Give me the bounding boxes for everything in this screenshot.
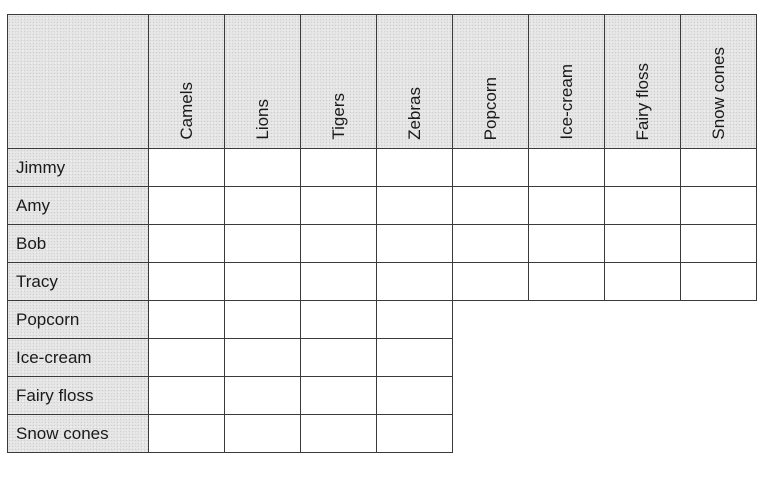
grid-cell-popcorn-camels[interactable] xyxy=(148,300,225,339)
person-row-header-jimmy xyxy=(7,148,149,187)
grid-cell-bob-zebras[interactable] xyxy=(376,224,453,263)
column-header-label: Lions xyxy=(252,99,272,140)
grid-cell-bob-camels[interactable] xyxy=(148,224,225,263)
column-header-fairy-floss xyxy=(604,14,681,149)
column-header-zebras xyxy=(376,14,453,149)
column-header-label: Tigers xyxy=(328,93,348,140)
grid-cell-jimmy-ice-cream[interactable] xyxy=(528,148,605,187)
grid-cell-bob-ice-cream[interactable] xyxy=(528,224,605,263)
grid-cell-ice-cream-tigers[interactable] xyxy=(300,338,377,377)
column-header-label: Fairy floss xyxy=(632,62,652,140)
row-header-label: Bob xyxy=(16,233,47,253)
grid-cell-snow-cones-camels[interactable] xyxy=(148,414,225,453)
corner-cell xyxy=(7,14,149,149)
grid-cell-jimmy-zebras[interactable] xyxy=(376,148,453,187)
grid-cell-fairy-floss-zebras[interactable] xyxy=(376,376,453,415)
grid-cell-amy-popcorn[interactable] xyxy=(452,186,529,225)
grid-cell-amy-fairy-floss[interactable] xyxy=(604,186,681,225)
column-header-tigers xyxy=(300,14,377,149)
row-header-label: Ice-cream xyxy=(16,347,92,367)
column-header-label: Camels xyxy=(176,82,196,140)
grid-cell-jimmy-popcorn[interactable] xyxy=(452,148,529,187)
person-row-header-tracy xyxy=(7,262,149,301)
person-row-header-amy xyxy=(7,186,149,225)
grid-cell-tracy-zebras[interactable] xyxy=(376,262,453,301)
treat-row-header-snow-cones xyxy=(7,414,149,453)
grid-cell-tracy-lions[interactable] xyxy=(224,262,301,301)
grid-cell-ice-cream-camels[interactable] xyxy=(148,338,225,377)
grid-cell-popcorn-lions[interactable] xyxy=(224,300,301,339)
grid-cell-amy-snow-cones[interactable] xyxy=(680,186,757,225)
logic-puzzle-grid xyxy=(7,14,757,452)
grid-cell-jimmy-fairy-floss[interactable] xyxy=(604,148,681,187)
row-header-label: Jimmy xyxy=(16,157,66,177)
grid-cell-tracy-tigers[interactable] xyxy=(300,262,377,301)
column-header-label: Zebras xyxy=(404,87,424,140)
column-header-lions xyxy=(224,14,301,149)
grid-cell-amy-tigers[interactable] xyxy=(300,186,377,225)
grid-cell-jimmy-snow-cones[interactable] xyxy=(680,148,757,187)
column-header-label: Popcorn xyxy=(480,76,500,140)
treat-row-header-fairy-floss xyxy=(7,376,149,415)
grid-cell-tracy-camels[interactable] xyxy=(148,262,225,301)
grid-cell-tracy-fairy-floss[interactable] xyxy=(604,262,681,301)
row-header-label: Tracy xyxy=(16,271,58,291)
grid-cell-fairy-floss-tigers[interactable] xyxy=(300,376,377,415)
treat-row-header-popcorn xyxy=(7,300,149,339)
column-header-popcorn xyxy=(452,14,529,149)
grid-cell-fairy-floss-camels[interactable] xyxy=(148,376,225,415)
grid-cell-ice-cream-lions[interactable] xyxy=(224,338,301,377)
grid-cell-amy-ice-cream[interactable] xyxy=(528,186,605,225)
grid-cell-jimmy-tigers[interactable] xyxy=(300,148,377,187)
column-header-camels xyxy=(148,14,225,149)
grid-cell-bob-tigers[interactable] xyxy=(300,224,377,263)
grid-cell-bob-popcorn[interactable] xyxy=(452,224,529,263)
grid-cell-popcorn-zebras[interactable] xyxy=(376,300,453,339)
grid-cell-snow-cones-tigers[interactable] xyxy=(300,414,377,453)
grid-cell-bob-snow-cones[interactable] xyxy=(680,224,757,263)
grid-cell-jimmy-camels[interactable] xyxy=(148,148,225,187)
column-header-label: Snow cones xyxy=(708,47,728,140)
column-header-ice-cream xyxy=(528,14,605,149)
column-header-label: Ice-cream xyxy=(556,64,576,140)
grid-cell-amy-zebras[interactable] xyxy=(376,186,453,225)
person-row-header-bob xyxy=(7,224,149,263)
grid-cell-amy-lions[interactable] xyxy=(224,186,301,225)
grid-cell-snow-cones-zebras[interactable] xyxy=(376,414,453,453)
row-header-label: Popcorn xyxy=(16,309,80,329)
column-header-snow-cones xyxy=(680,14,757,149)
row-header-label: Snow cones xyxy=(16,423,109,443)
row-header-label: Amy xyxy=(16,195,50,215)
row-header-label: Fairy floss xyxy=(16,385,94,405)
grid-cell-bob-lions[interactable] xyxy=(224,224,301,263)
grid-cell-tracy-ice-cream[interactable] xyxy=(528,262,605,301)
grid-cell-snow-cones-lions[interactable] xyxy=(224,414,301,453)
grid-cell-fairy-floss-lions[interactable] xyxy=(224,376,301,415)
grid-cell-popcorn-tigers[interactable] xyxy=(300,300,377,339)
treat-row-header-ice-cream xyxy=(7,338,149,377)
grid-cell-ice-cream-zebras[interactable] xyxy=(376,338,453,377)
grid-cell-tracy-popcorn[interactable] xyxy=(452,262,529,301)
grid-cell-jimmy-lions[interactable] xyxy=(224,148,301,187)
grid-cell-amy-camels[interactable] xyxy=(148,186,225,225)
grid-cell-tracy-snow-cones[interactable] xyxy=(680,262,757,301)
grid-cell-bob-fairy-floss[interactable] xyxy=(604,224,681,263)
